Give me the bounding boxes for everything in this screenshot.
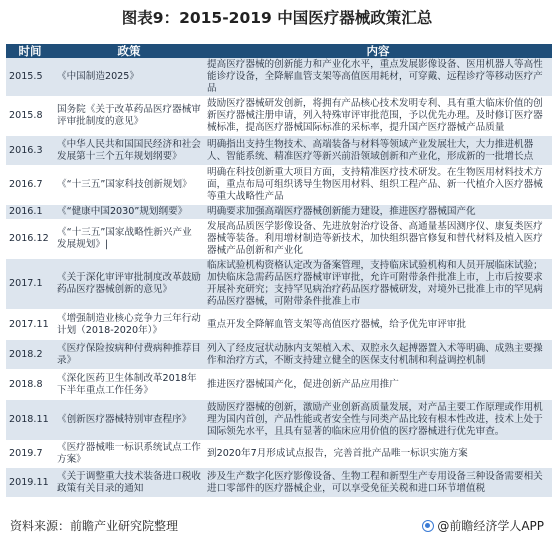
cell-policy: 《中国制造2025》 <box>54 58 204 97</box>
cell-content: 明确要求加强高端医疗器械创新能力建设，推进医疗器械国产化 <box>204 205 552 220</box>
cell-time: 2016.12 <box>6 220 54 259</box>
cell-content: 到2020年7月形成试点报告，完善首批产品唯一标识实施方案 <box>204 441 552 468</box>
cell-policy: 《增强制造业核心竞争力三年行动计划（2018-2020年）》 <box>54 310 204 340</box>
source-note: 资料来源：前瞻产业研究院整理 <box>10 519 179 533</box>
brand-mark <box>422 517 544 534</box>
cell-policy: 《创新医疗器械特别审查程序》 <box>54 400 204 441</box>
cell-content: 发展高品质医学影像设备、先进放射治疗设备、高通量基因测序仪、康复类医疗器械等装备。利用增材制造等新技术，加快组织器官修复和替代材料及植入医疗器械产品创新和产业化 <box>204 220 552 259</box>
table-row <box>6 97 552 136</box>
table-row <box>6 136 552 166</box>
cell-time: 2017.1 <box>6 259 54 310</box>
cell-policy: 国务院《关于改革药品医疗器械审评审批制度的意见》 <box>54 97 204 136</box>
cell-content: 鼓励医疗器械的创新，激励产业创新高质量发展，对产品主要工作原理或作用机理为国内首创，产品性能或者安全性与同类产品比较有根本性改进，技术上处于国际领先水平，且具有显著的临床应用价值的医疗器械进行优先审查。 <box>204 400 552 441</box>
cell-policy: 《深化医药卫生体制改革2018年下半年重点工作任务》 <box>54 370 204 400</box>
cell-policy: 《“十三五”国家科技创新规划》 <box>54 166 204 205</box>
cell-policy: 《关于调整重大技术装备进口税收政策有关目录的通知 <box>54 468 204 498</box>
footer <box>0 515 554 537</box>
table-row <box>6 340 552 370</box>
cell-time: 2017.11 <box>6 310 54 340</box>
table-body <box>6 58 552 498</box>
cell-policy: 《医疗器械唯一标识系统试点工作方案》 <box>54 441 204 468</box>
cell-content: 涉及生产数字化医疗影像设备、生物工程和新型生产专用设备三种设备需要相关进口零部件的医疗器械企业，可以享受免征关税和进口环节增值税 <box>204 468 552 498</box>
cell-time: 2019.7 <box>6 441 54 468</box>
cell-policy: 《关于深化审评审批制度改革鼓励药品医疗器械创新的意见》 <box>54 259 204 310</box>
cell-content: 明确指出支持生物技术、高端装备与材料等领域产业发展壮大，大力推进机器人、智能系统、精准医疗等新兴前沿领域创新和产业化，形成新的一批增长点 <box>204 136 552 166</box>
cell-content: 临床试验机构资格认定改为备案管理，支持临床试验机构和人员开展临床试验；加快临床急需药品医疗器械审评审批，允许可附带条件批准上市，上市后按要求开展补充研究；支持罕见病治疗药品医疗器械研发，对境外已批准上市的罕见病药品医疗器械，可附带条件批准上市 <box>204 259 552 310</box>
cell-time: 2018.8 <box>6 370 54 400</box>
cell-time: 2018.2 <box>6 340 54 370</box>
policy-table <box>6 44 552 498</box>
table-row <box>6 259 552 310</box>
cell-time: 2019.11 <box>6 468 54 498</box>
cell-content: 推进医疗器械国产化，促进创新产品应用推广 <box>204 370 552 400</box>
cell-policy: 《“健康中国2030”规划纲要》 <box>54 205 204 220</box>
cell-time: 2015.8 <box>6 97 54 136</box>
cell-policy: 《中华人民共和国国民经济和社会发展第十三个五年规划纲要》 <box>54 136 204 166</box>
cell-time: 2018.11 <box>6 400 54 441</box>
header-time: 时间 <box>6 44 54 58</box>
cell-content: 提高医疗器械的创新能力和产业化水平，重点发展影像设备、医用机器人等高性能诊疗设备，全降解血管支架等高值医用耗材，可穿戴、远程诊疗等移动医疗产品 <box>204 58 552 97</box>
cell-time: 2016.3 <box>6 136 54 166</box>
table-row <box>6 370 552 400</box>
cell-content: 重点开发全降解血管支架等高值医疗器械，给予优先审评审批 <box>204 310 552 340</box>
header-content: 内容 <box>204 44 552 58</box>
table-row <box>6 310 552 340</box>
cell-time: 2016.1 <box>6 205 54 220</box>
brand-logo-icon <box>422 520 434 532</box>
table-row <box>6 468 552 498</box>
cell-content: 明确在科技创新重大项目方面，支持精准医疗技术研发。在生物医用材料技术方面，重点布局可组织诱导生物医用材料、组织工程产品、新一代植介入医疗器械等重大战略性产品 <box>204 166 552 205</box>
table-row <box>6 441 552 468</box>
cell-content: 鼓励医疗器械研发创新，将拥有产品核心技术发明专利、具有重大临床价值的创新医疗器械注册申请，列入特殊审评审批范围，予以优先办理。及时修订医疗器械标准，提高医疗器械国际标准的采标率，提升国产医疗器械产品质量 <box>204 97 552 136</box>
table-row <box>6 220 552 259</box>
cell-policy: 《“十三五”国家战略性新兴产业发展规划》| <box>54 220 204 259</box>
table-row <box>6 400 552 441</box>
cell-content: 列入了经皮冠状动脉内支架植入术、双腔永久起搏器置入术等明确、成熟主要操作和治疗方式，不断支持建立健全的医保支付机制和利益调控机制 <box>204 340 552 370</box>
table-row <box>6 205 552 220</box>
table-row <box>6 166 552 205</box>
cell-time: 2015.5 <box>6 58 54 97</box>
header-policy: 政策 <box>54 44 204 58</box>
cell-policy: 《医疗保险按病种付费病种推荐目录》 <box>54 340 204 370</box>
brand-text: @前瞻经济学人APP <box>437 519 544 533</box>
table-row <box>6 58 552 97</box>
chart-title: 图表9：2015-2019 中国医疗器械政策汇总 <box>121 9 433 27</box>
table-header-row <box>6 44 552 58</box>
cell-time: 2016.7 <box>6 166 54 205</box>
